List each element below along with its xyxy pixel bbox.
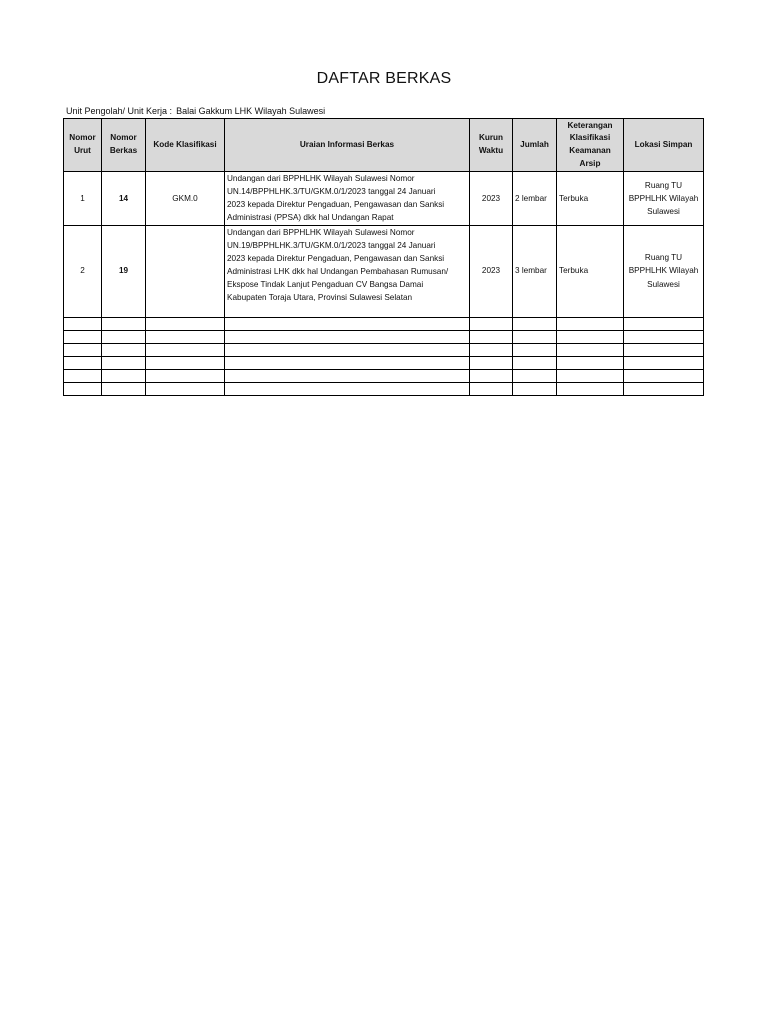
- header-nomor-berkas: Nomor Berkas: [102, 119, 146, 172]
- cell-uraian: Undangan dari BPPHLHK Wilayah Sulawesi Nomor UN.14/BPPHLHK.3/TU/GKM.0/1/2023 tanggal 24 Januari 2023 kepada Direktur Pengaduan, Pengawasan dan Sanksi Administrasi (PPSA) dkk hal Undangan Rapat: [225, 172, 470, 226]
- empty-cell: [146, 343, 225, 356]
- empty-cell: [513, 343, 557, 356]
- empty-cell: [146, 369, 225, 382]
- cell-nomor-berkas: 19: [102, 225, 146, 317]
- cell-keterangan: Terbuka: [557, 225, 624, 317]
- empty-cell: [513, 369, 557, 382]
- empty-cell: [513, 356, 557, 369]
- empty-cell: [146, 330, 225, 343]
- cell-kurun-waktu: 2023: [470, 225, 513, 317]
- header-keterangan: Keterangan Klasifikasi Keamanan Arsip: [557, 119, 624, 172]
- cell-lokasi-simpan: Ruang TU BPPHLHK Wilayah Sulawesi: [624, 172, 704, 226]
- cell-kurun-waktu: 2023: [470, 172, 513, 226]
- cell-kode-klasifikasi: [146, 225, 225, 317]
- empty-cell: [225, 356, 470, 369]
- empty-cell: [225, 343, 470, 356]
- cell-keterangan: Terbuka: [557, 172, 624, 226]
- empty-cell: [64, 369, 102, 382]
- header-jumlah: Jumlah: [513, 119, 557, 172]
- empty-cell: [146, 317, 225, 330]
- empty-table-row: [64, 343, 704, 356]
- empty-cell: [470, 369, 513, 382]
- empty-cell: [470, 330, 513, 343]
- unit-label: Unit Pengolah/ Unit Kerja :: [66, 106, 173, 116]
- empty-cell: [102, 330, 146, 343]
- cell-nomor-berkas: 14: [102, 172, 146, 226]
- header-uraian: Uraian Informasi Berkas: [225, 119, 470, 172]
- empty-cell: [64, 382, 102, 395]
- unit-value: Balai Gakkum LHK Wilayah Sulawesi: [176, 106, 326, 116]
- empty-cell: [225, 369, 470, 382]
- empty-cell: [470, 382, 513, 395]
- empty-cell: [64, 330, 102, 343]
- empty-cell: [225, 382, 470, 395]
- empty-table-row: [64, 317, 704, 330]
- cell-nomor-urut: 1: [64, 172, 102, 226]
- header-kurun-waktu: Kurun Waktu: [470, 119, 513, 172]
- empty-table-row: [64, 369, 704, 382]
- empty-cell: [102, 356, 146, 369]
- empty-cell: [513, 382, 557, 395]
- empty-cell: [102, 317, 146, 330]
- empty-cell: [624, 330, 704, 343]
- empty-cell: [102, 382, 146, 395]
- document-title: DAFTAR BERKAS: [316, 70, 452, 87]
- cell-kode-klasifikasi: GKM.0: [146, 172, 225, 226]
- empty-cell: [624, 356, 704, 369]
- empty-cell: [624, 317, 704, 330]
- cell-nomor-urut: 2: [64, 225, 102, 317]
- empty-cell: [513, 317, 557, 330]
- cell-lokasi-simpan: Ruang TU BPPHLHK Wilayah Sulawesi: [624, 225, 704, 317]
- cell-jumlah: 2 lembar: [513, 172, 557, 226]
- table-row: [64, 172, 704, 226]
- empty-cell: [557, 369, 624, 382]
- empty-cell: [64, 356, 102, 369]
- empty-cell: [513, 330, 557, 343]
- cell-uraian: Undangan dari BPPHLHK Wilayah Sulawesi Nomor UN.19/BPPHLHK.3/TU/GKM.0/1/2023 tanggal 24 Januari 2023 kepada Direktur Pengaduan, Pengawasan dan Sanksi Administrasi LHK dkk hal Undangan Pembahasan Rumusan/ Ekspose Tindak Lanjut Pengaduan CV Bangsa Damai Kabupaten Toraja Utara, Provinsi Sulawesi Selatan: [225, 225, 470, 317]
- empty-cell: [146, 356, 225, 369]
- empty-cell: [557, 356, 624, 369]
- empty-cell: [225, 330, 470, 343]
- empty-cell: [64, 317, 102, 330]
- empty-cell: [146, 382, 225, 395]
- empty-cell: [624, 382, 704, 395]
- cell-jumlah: 3 lembar: [513, 225, 557, 317]
- empty-cell: [470, 343, 513, 356]
- empty-cell: [557, 343, 624, 356]
- table-header-row: [64, 119, 704, 172]
- empty-cell: [557, 382, 624, 395]
- empty-cell: [225, 317, 470, 330]
- empty-cell: [624, 343, 704, 356]
- unit-line: [66, 106, 325, 116]
- empty-table-row: [64, 382, 704, 395]
- empty-cell: [102, 343, 146, 356]
- empty-cell: [557, 330, 624, 343]
- header-lokasi-simpan: Lokasi Simpan: [624, 119, 704, 172]
- header-nomor-urut: Nomor Urut: [64, 119, 102, 172]
- header-kode-klasifikasi: Kode Klasifikasi: [146, 119, 225, 172]
- empty-cell: [624, 369, 704, 382]
- table-row: [64, 225, 704, 317]
- empty-cell: [64, 343, 102, 356]
- empty-table-row: [64, 356, 704, 369]
- empty-cell: [102, 369, 146, 382]
- empty-cell: [470, 317, 513, 330]
- empty-cell: [470, 356, 513, 369]
- daftar-berkas-table: [63, 118, 704, 396]
- empty-cell: [557, 317, 624, 330]
- empty-table-row: [64, 330, 704, 343]
